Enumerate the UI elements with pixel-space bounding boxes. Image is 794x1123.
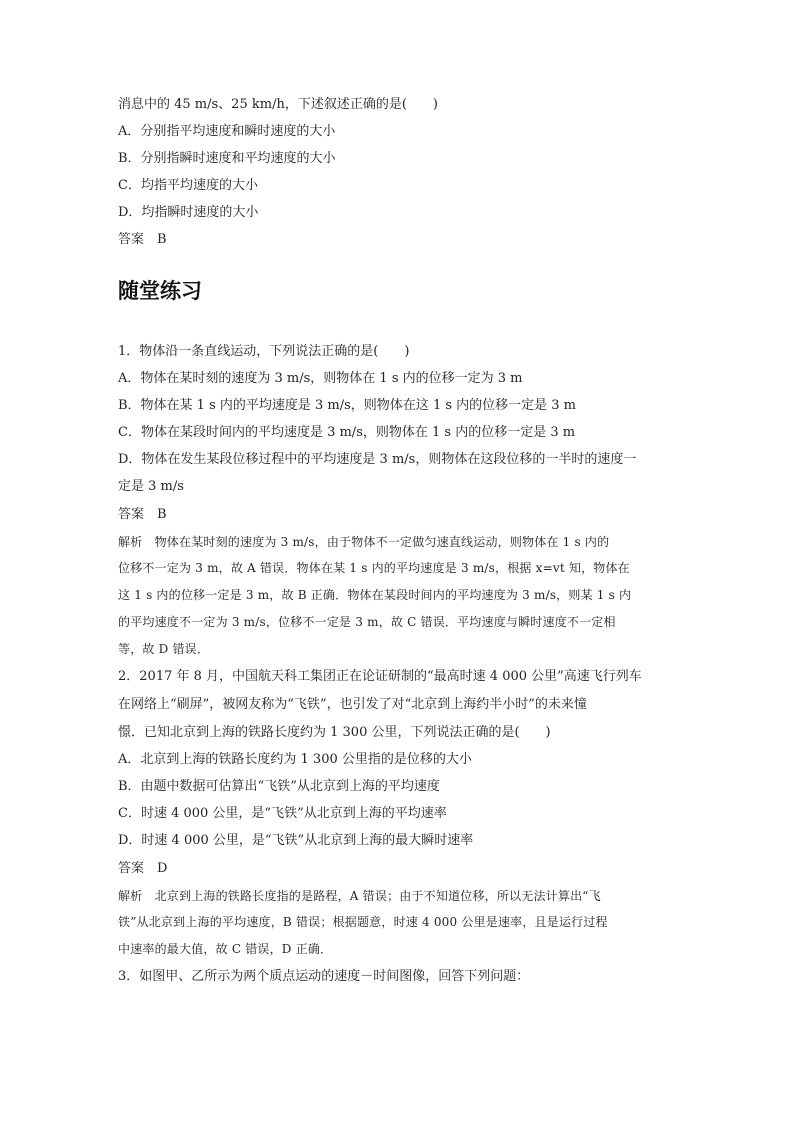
intro-option-d: D．均指瞬时速度的大小 (118, 205, 259, 220)
q1-option-c: C．物体在某段时间内的平均速度是 3 m/s，则物体在 1 s 内的位移一定是 3 m (118, 425, 576, 440)
intro-option-c: C．均指平均速度的大小 (118, 178, 258, 193)
intro-answer: 答案 B (118, 232, 167, 247)
q2-analysis-line: 铁”从北京到上海的平均速度，B 错误；根据题意，时速 4 000 公里是速率，且是运行过程 (118, 915, 608, 929)
q1-analysis-line: 解析 物体在某时刻的速度为 3 m/s，由于物体不一定做匀速直线运动，则物体在 1 s 内的 (118, 535, 610, 549)
q1-option-d-cont: 定是 3 m/s (118, 479, 184, 494)
q2-stem-line: 2．2017 年 8 月，中国航天科工集团正在论证研制的“最高时速 4 000 公里”高速飞行列车 (118, 669, 642, 684)
q1-analysis-line: 位移不一定为 3 m，故 A 错误．物体在某 1 s 内的平均速度是 3 m/s，根据 x=vt 知，物体在 (118, 561, 630, 575)
q1-stem: 1．物体沿一条直线运动，下列说法正确的是( ) (118, 344, 410, 359)
q2-option-b: B．由题中数据可估算出“飞铁”从北京到上海的平均速度 (118, 779, 440, 794)
section-title: 随堂练习 (118, 279, 202, 303)
q3-stem: 3．如图甲、乙所示为两个质点运动的速度－时间图像，回答下列问题： (118, 969, 530, 984)
q1-option-a: A．物体在某时刻的速度为 3 m/s，则物体在 1 s 内的位移一定为 3 m (118, 371, 523, 386)
q2-analysis-line: 解析 北京到上海的铁路长度指的是路程，A 错误；由于不知道位移，所以无法计算出“飞 (118, 889, 601, 903)
q2-option-c: C．时速 4 000 公里，是“飞铁”从北京到上海的平均速率 (118, 806, 447, 821)
intro-question-tail: 消息中的 45 m/s、25 km/h，下述叙述正确的是( ) (118, 97, 438, 112)
q1-analysis-line: 这 1 s 内的位移一定是 3 m，故 B 正确．物体在某段时间内的平均速度为 3 m/s，则某 1 s 内 (118, 588, 632, 602)
q1-option-b: B．物体在某 1 s 内的平均速度是 3 m/s，则物体在这 1 s 内的位移一定是 3 m (118, 398, 577, 413)
intro-option-a: A．分别指平均速度和瞬时速度的大小 (118, 124, 336, 139)
q2-option-d: D．时速 4 000 公里，是“飞铁”从北京到上海的最大瞬时速率 (118, 833, 474, 848)
q1-option-d: D．物体在发生某段位移过程中的平均速度是 3 m/s，则物体在这段位移的一半时的速度一 (118, 452, 637, 467)
q1-analysis-line: 等，故 D 错误． (118, 642, 210, 656)
q2-stem-line: 憬．已知北京到上海的铁路长度约为 1 300 公里，下列说法正确的是( ) (118, 725, 551, 740)
intro-option-b: B．分别指瞬时速度和平均速度的大小 (118, 151, 336, 166)
q2-analysis-line: 中速率的最大值，故 C 错误，D 正确． (118, 942, 333, 956)
q2-answer: 答案 D (118, 861, 168, 876)
q2-option-a: A．北京到上海的铁路长度约为 1 300 公里指的是位移的大小 (118, 752, 472, 767)
q1-analysis-line: 的平均速度不一定为 3 m/s，位移不一定是 3 m，故 C 错误．平均速度与瞬时速度不一定相 (118, 615, 616, 629)
q2-stem-line: 在网络上“刷屏”，被网友称为“飞铁”，也引发了对“北京到上海约半小时”的未来憧 (118, 697, 587, 712)
q1-answer: 答案 B (118, 507, 167, 522)
